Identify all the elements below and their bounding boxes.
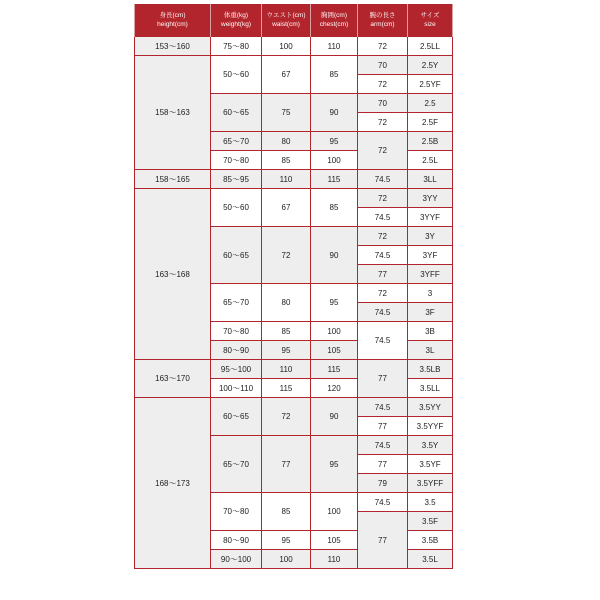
height-cell: 153〜160 [135,37,211,56]
weight-cell: 60〜65 [211,227,262,284]
header-jp: 腕の長さ [369,12,396,19]
arm-cell: 72 [358,75,408,94]
size-cell: 2.5YF [408,75,453,94]
chest-cell: 115 [311,360,358,379]
arm-cell: 79 [358,474,408,493]
arm-cell: 77 [358,360,408,398]
header-en: arm(cm) [370,21,395,28]
header-waist [262,4,311,37]
weight-cell: 60〜65 [211,398,262,436]
chest-cell: 95 [311,436,358,493]
waist-cell: 85 [262,493,311,531]
chest-cell: 100 [311,322,358,341]
header-jp: サイズ [420,12,440,19]
chest-cell: 105 [311,531,358,550]
size-cell: 3.5 [408,493,453,512]
chest-cell: 95 [311,284,358,322]
size-cell: 3B [408,322,453,341]
chest-cell: 100 [311,151,358,170]
size-cell: 3.5LL [408,379,453,398]
header-jp: 体重(kg) [223,12,249,19]
arm-cell: 72 [358,227,408,246]
size-cell: 3YFF [408,265,453,284]
waist-cell: 85 [262,151,311,170]
size-cell: 3.5LB [408,360,453,379]
size-cell: 2.5F [408,113,453,132]
weight-cell: 65〜70 [211,436,262,493]
weight-cell: 70〜80 [211,151,262,170]
chest-cell: 95 [311,132,358,151]
arm-cell: 70 [358,56,408,75]
header-en: chest(cm) [319,21,349,28]
size-cell: 2.5L [408,151,453,170]
header-arm [358,4,408,37]
waist-cell: 100 [262,550,311,569]
weight-cell: 50〜60 [211,56,262,94]
chest-cell: 115 [311,170,358,189]
table-row [135,189,453,208]
table-row [135,398,453,417]
chest-cell: 120 [311,379,358,398]
arm-cell: 72 [358,189,408,208]
arm-cell: 70 [358,94,408,113]
size-cell: 3.5F [408,512,453,531]
chest-cell: 90 [311,227,358,284]
weight-cell: 70〜80 [211,493,262,531]
arm-cell: 77 [358,512,408,569]
header-en: weight(kg) [221,21,251,28]
arm-cell: 74.5 [358,436,408,455]
arm-cell: 72 [358,284,408,303]
size-cell: 3YY [408,189,453,208]
chest-cell: 90 [311,398,358,436]
size-cell: 2.5 [408,94,453,113]
size-cell: 3LL [408,170,453,189]
size-cell: 2.5B [408,132,453,151]
waist-cell: 110 [262,360,311,379]
height-cell: 158〜165 [135,170,211,189]
waist-cell: 80 [262,132,311,151]
waist-cell: 110 [262,170,311,189]
size-cell: 3.5L [408,550,453,569]
chest-cell: 85 [311,189,358,227]
size-cell: 3.5Y [408,436,453,455]
size-cell: 2.5Y [408,56,453,75]
waist-cell: 77 [262,436,311,493]
header-en: waist(cm) [272,21,300,28]
arm-cell: 74.5 [358,303,408,322]
waist-cell: 67 [262,189,311,227]
size-cell: 3F [408,303,453,322]
waist-cell: 100 [262,37,311,56]
size-cell: 2.5LL [408,37,453,56]
chest-cell: 85 [311,56,358,94]
header-jp: ウエスト(cm) [266,12,306,19]
header-chest [311,4,358,37]
weight-cell: 80〜90 [211,341,262,360]
waist-cell: 72 [262,227,311,284]
chest-cell: 105 [311,341,358,360]
arm-cell: 77 [358,455,408,474]
size-cell: 3.5YF [408,455,453,474]
size-cell: 3.5B [408,531,453,550]
weight-cell: 100〜110 [211,379,262,398]
arm-cell: 74.5 [358,398,408,417]
chest-cell: 100 [311,493,358,531]
chest-cell: 90 [311,94,358,132]
weight-cell: 90〜100 [211,550,262,569]
table-row [135,37,453,56]
weight-cell: 85〜95 [211,170,262,189]
arm-cell: 72 [358,132,408,170]
weight-cell: 50〜60 [211,189,262,227]
size-cell: 3YYF [408,208,453,227]
weight-cell: 75〜80 [211,37,262,56]
waist-cell: 75 [262,94,311,132]
weight-cell: 65〜70 [211,284,262,322]
arm-cell: 72 [358,37,408,56]
height-cell: 163〜168 [135,189,211,360]
size-chart-table [134,4,453,569]
header-height [135,4,211,37]
arm-cell: 74.5 [358,322,408,360]
chest-cell: 110 [311,550,358,569]
waist-cell: 95 [262,341,311,360]
header-en: height(cm) [157,21,188,28]
header-row [135,4,453,37]
arm-cell: 72 [358,113,408,132]
chest-cell: 110 [311,37,358,56]
arm-cell: 74.5 [358,246,408,265]
waist-cell: 115 [262,379,311,398]
size-cell: 3.5YFF [408,474,453,493]
arm-cell: 77 [358,265,408,284]
size-cell: 3L [408,341,453,360]
weight-cell: 70〜80 [211,322,262,341]
height-cell: 168〜173 [135,398,211,569]
height-cell: 158〜163 [135,56,211,170]
table-row [135,170,453,189]
arm-cell: 74.5 [358,170,408,189]
height-cell: 163〜170 [135,360,211,398]
header-en: size [424,21,436,28]
waist-cell: 95 [262,531,311,550]
header-jp: 身長(cm) [159,12,186,19]
size-cell: 3YF [408,246,453,265]
table-row [135,56,453,75]
size-cell: 3Y [408,227,453,246]
weight-cell: 65〜70 [211,132,262,151]
arm-cell: 74.5 [358,493,408,512]
header-jp: 胸囲(cm) [321,12,347,19]
waist-cell: 72 [262,398,311,436]
table-row [135,360,453,379]
weight-cell: 60〜65 [211,94,262,132]
header-weight [211,4,262,37]
waist-cell: 67 [262,56,311,94]
arm-cell: 77 [358,417,408,436]
size-cell: 3 [408,284,453,303]
waist-cell: 85 [262,322,311,341]
size-cell: 3.5YYF [408,417,453,436]
header-size [408,4,453,37]
arm-cell: 74.5 [358,208,408,227]
weight-cell: 95〜100 [211,360,262,379]
waist-cell: 80 [262,284,311,322]
weight-cell: 80〜90 [211,531,262,550]
size-cell: 3.5YY [408,398,453,417]
